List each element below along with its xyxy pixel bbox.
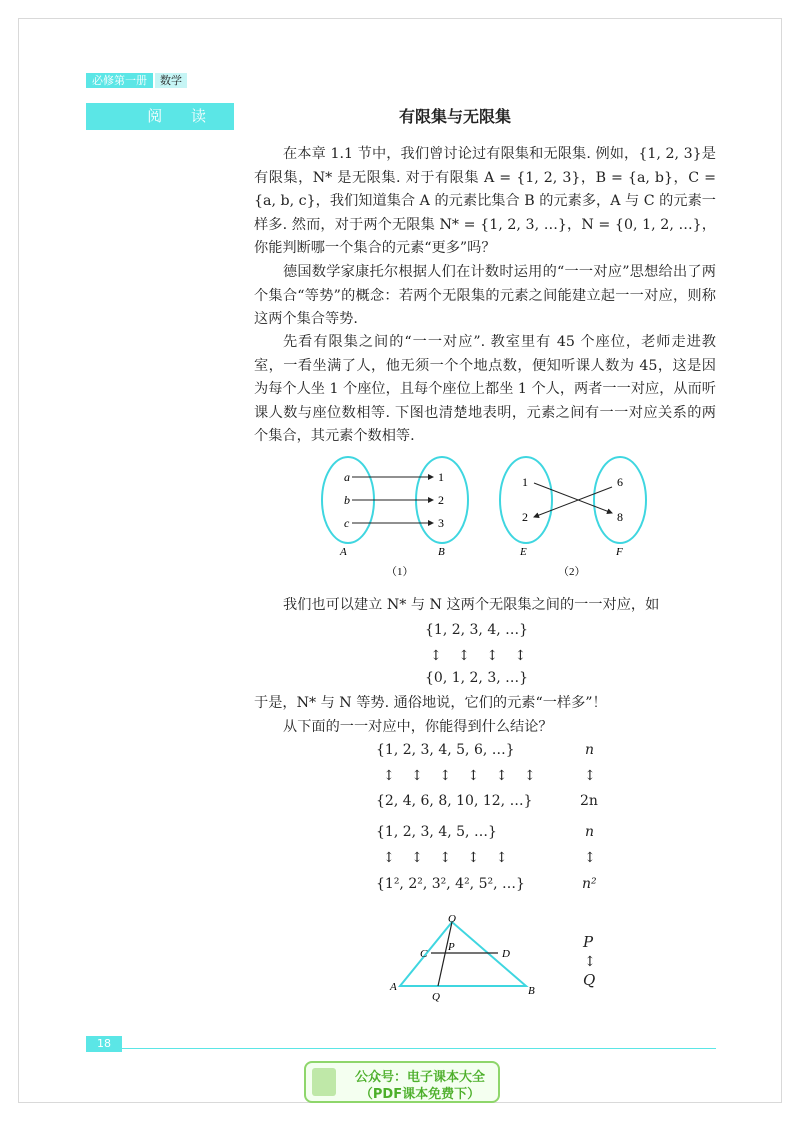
rule-even-top: n: [585, 742, 595, 758]
set-label-a: A: [340, 546, 347, 558]
rule-even-bottom: 2n: [580, 793, 598, 809]
rule-triangle-arrow: ↕: [584, 954, 596, 970]
mapping-n-arrows: ↕ ↕ ↕ ↕: [430, 648, 533, 664]
paragraph-5: 于是，N* 与 N 等势. 通俗地说，它们的元素“一样多”！: [254, 695, 607, 711]
element-f6: 6: [617, 475, 623, 489]
point-q-label: Q: [432, 991, 440, 1003]
element-2: 2: [438, 493, 444, 507]
mapping-n-top: {1, 2, 3, 4, …}: [425, 622, 529, 638]
element-f8: 8: [617, 510, 623, 524]
rule-triangle-bottom: Q: [583, 971, 596, 989]
mapping-even-arrows: ↕ ↕ ↕ ↕ ↕ ↕: [383, 768, 542, 784]
reading-banner: 阅 读: [86, 103, 234, 130]
element-3: 3: [438, 516, 444, 530]
cross-arrow-2: [534, 483, 612, 513]
rule-triangle-top: P: [583, 933, 594, 951]
point-o-label: O: [448, 913, 456, 925]
cross-arrow-1: [534, 487, 612, 517]
element-b: b: [344, 493, 350, 507]
set-e-ellipse: [500, 457, 552, 543]
set-label-b: B: [438, 546, 445, 558]
element-e1: 1: [522, 475, 528, 489]
point-c-label: C: [420, 948, 428, 960]
paragraph-4: 我们也可以建立 N* 与 N 这两个无限集之间的一一对应，如: [283, 597, 660, 613]
point-b-label: B: [528, 985, 535, 997]
footer-rule: [86, 1048, 716, 1049]
volume-label: 必修第一册: [86, 73, 153, 88]
figure-2-diagram: [496, 455, 661, 580]
element-e2: 2: [522, 510, 528, 524]
watermark-line-2: （PDF课本免费下）: [359, 1087, 481, 1102]
point-p-label: P: [448, 941, 455, 953]
point-a-label: A: [390, 981, 397, 993]
set-label-e: E: [520, 546, 527, 558]
mapping-square-top: {1, 2, 3, 4, 5, …}: [376, 824, 497, 840]
article-title: 有限集与无限集: [398, 107, 511, 126]
triangle-diagram: [388, 912, 548, 1004]
mapping-square-arrows: ↕ ↕ ↕ ↕ ↕: [383, 850, 514, 866]
paragraph-3: 先看有限集之间的“一一对应”. 教室里有 45 个座位，老师走进教室，一看坐满了人，他无须一个个地点数，便知听课人数为 45，这是因为每个人坐 1 个座位，且每个座位上都坐 1 个人，两者一一对应，从而听课人数与座位数相等. 下图也清楚地表明，元素之间有一一对应关系的两个集合，其元素个数相等.: [254, 334, 716, 445]
figure-1-caption: （1）: [386, 566, 414, 578]
element-a: a: [344, 470, 350, 484]
mapping-even-top: {1, 2, 3, 4, 5, 6, …}: [376, 742, 515, 758]
page-number: 18: [86, 1036, 122, 1052]
mapping-even-bottom: {2, 4, 6, 8, 10, 12, …}: [376, 793, 533, 809]
rule-even-arrow: ↕: [584, 768, 596, 784]
element-c: c: [344, 516, 350, 530]
paragraph-1: 在本章 1.1 节中，我们曾讨论过有限集和无限集. 例如，{1, 2, 3}是有限集，N* 是无限集. 对于有限集 A = {1, 2, 3}，B = {a, b}，C = {a, b, c}，我们知道集合 A 的元素比集合 B 的元素多，A 与 C 的元素一样多. 然而，对于两个无限集 N* = {1, 2, 3, …}，N = {0, 1, 2, …}，你能判断哪一个集合的元素“更多”吗？: [254, 146, 716, 257]
element-1: 1: [438, 470, 444, 484]
watermark-line-1: 公众号：电子课本大全: [354, 1070, 485, 1085]
book-tag: [86, 73, 187, 88]
rule-square-top: n: [585, 824, 595, 840]
book-icon: [312, 1068, 336, 1096]
rule-square-arrow: ↕: [584, 850, 596, 866]
watermark-badge: [304, 1061, 500, 1103]
rule-square-bottom: n²: [582, 876, 597, 892]
paragraph-6: 从下面的一一对应中，你能得到什么结论？: [283, 719, 553, 735]
mapping-n-bottom: {0, 1, 2, 3, …}: [425, 670, 529, 686]
paragraph-2: 德国数学家康托尔根据人们在计数时运用的“一一对应”思想给出了两个集合“等势”的概念：若两个无限集的元素之间能建立起一一对应，则称这两个集合等势.: [254, 264, 716, 328]
mapping-square-bottom: {1², 2², 3², 4², 5², …}: [376, 876, 525, 892]
subject-label: 数学: [155, 73, 187, 88]
point-d-label: D: [502, 948, 510, 960]
figure-2-caption: （2）: [558, 566, 586, 578]
figure-1-diagram: [310, 455, 480, 580]
set-label-f: F: [616, 546, 623, 558]
set-f-ellipse: [594, 457, 646, 543]
